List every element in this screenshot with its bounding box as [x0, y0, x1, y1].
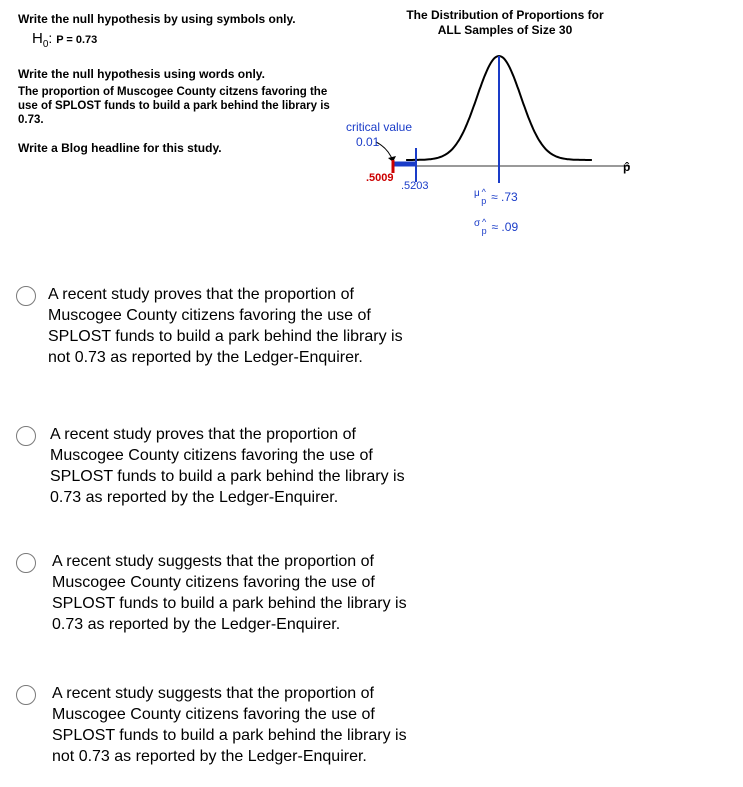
x-axis-label: p̂ [623, 160, 631, 174]
question-symbols: Write the null hypothesis by using symbols only. [18, 12, 296, 26]
null-hypothesis-words: The proportion of Muscogee County citzens favoring the use of SPLOST funds to build a park behind the library is 0.73. [18, 86, 330, 126]
chart-title-line2: ALL Samples of Size 30 [437, 23, 573, 37]
mu-symbol: μ [474, 188, 480, 199]
radio-button[interactable] [16, 286, 36, 306]
critical-value-number: 0.01 [356, 135, 380, 149]
blue-value-label: .5203 [401, 180, 429, 192]
h0-equation: P = 0.73 [56, 34, 98, 46]
question-words: Write the null hypothesis using words only. [18, 67, 265, 81]
sigma-sub: p [481, 226, 487, 236]
mu-hat-mark: ^ [481, 187, 486, 197]
h0-colon: : [48, 30, 53, 46]
option-text: A recent study proves that the proportion of Muscogee County citizens favoring the use of SPLOST funds to build a park behind the library is 0.73 as reported by the Ledger-Enquirer. [50, 426, 405, 506]
option-text: A recent study suggests that the proportion of Muscogee County citizens favoring the use of SPLOST funds to build a park behind the library is 0.73 as reported by the Ledger-Enquirer. [52, 553, 407, 633]
sigma-hat-mark: ^ [482, 217, 487, 227]
mu-value: ≈ .73 [491, 190, 518, 204]
sigma-hat [480, 218, 488, 236]
mu-hat [480, 188, 488, 206]
h0-symbol: H [32, 30, 43, 47]
mu-sub: p [481, 196, 487, 206]
h0-subscript: 0 [42, 38, 49, 50]
option-text: A recent study proves that the proportion of Muscogee County citizens favoring the use of SPLOST funds to build a park behind the library is not 0.73 as reported by the Ledger-Enquirer. [48, 286, 403, 366]
radio-button[interactable] [16, 553, 36, 573]
question-blog-headline: Write a Blog headline for this study. [18, 141, 222, 155]
radio-button[interactable] [16, 685, 36, 705]
sd-annotation [474, 218, 518, 236]
mean-annotation [474, 188, 518, 206]
option-text: A recent study suggests that the proportion of Muscogee County citizens favoring the use of SPLOST funds to build a park behind the library is not 0.73 as reported by the Ledger-Enquirer. [52, 685, 407, 765]
chart-title-line1: The Distribution of Proportions for [406, 8, 604, 22]
radio-button[interactable] [16, 426, 36, 446]
critical-value-label: critical value [346, 120, 413, 134]
sigma-symbol: σ [474, 218, 481, 229]
red-value-label: .5009 [366, 172, 394, 184]
sigma-value: ≈ .09 [491, 220, 519, 234]
